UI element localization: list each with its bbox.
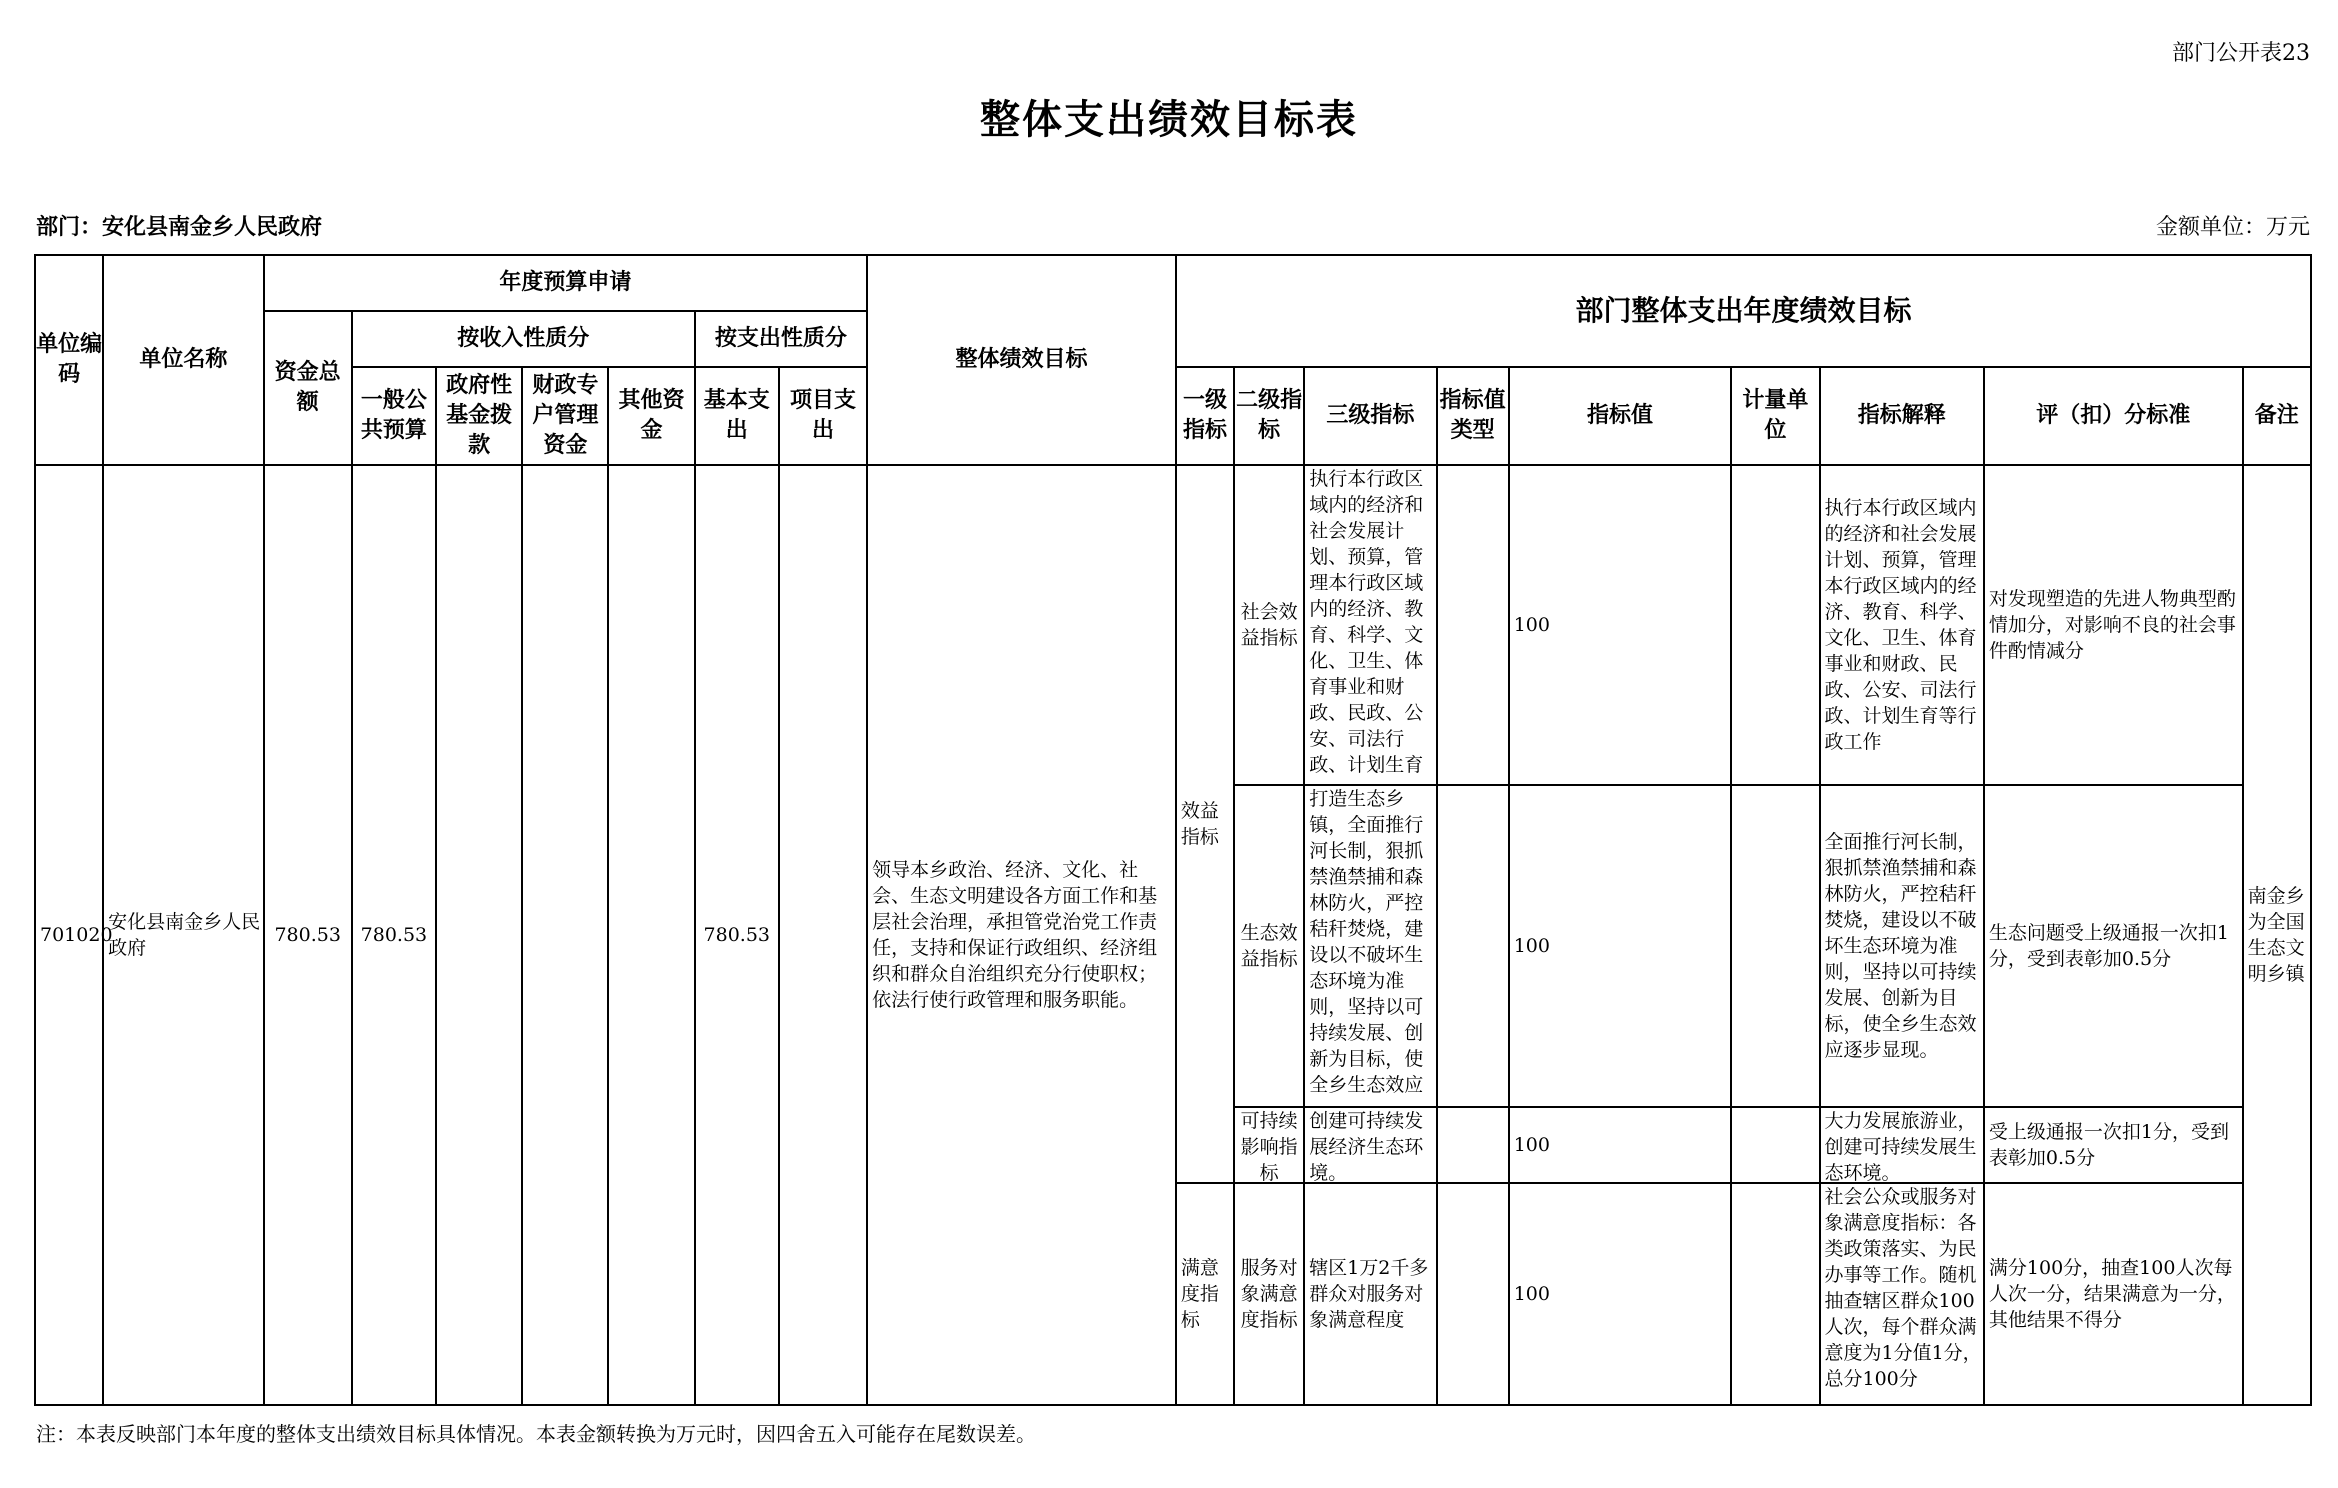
footnote: 注：本表反映部门本年度的整体支出绩效目标具体情况。本表金额转换为万元时，因四舍五入可能存在尾数误差。 — [36, 1422, 1036, 1446]
cell-remark: 南金乡为全国生态文明乡镇 — [2243, 465, 2311, 1405]
cell-value-type — [1437, 1107, 1509, 1183]
cell-scoring: 生态问题受上级通报一次扣1分，受到表彰加0.5分 — [1984, 785, 2243, 1107]
cell-special-account — [522, 465, 608, 1405]
header-level1: 一级指标 — [1176, 367, 1234, 465]
header-value: 指标值 — [1509, 367, 1732, 465]
cell-level2: 服务对象满意度指标 — [1234, 1183, 1304, 1405]
cell-gov-fund — [436, 465, 522, 1405]
header-other-funds: 其他资金 — [608, 367, 694, 465]
level2-text: 可持续影响指标 — [1240, 1110, 1298, 1184]
cell-basic-expense: 780.53 — [695, 465, 779, 1405]
cell-project-expense — [779, 465, 867, 1405]
header-general-public: 一般公共预算 — [352, 367, 436, 465]
header-remark: 备注 — [2243, 367, 2311, 465]
header-unit-code: 单位编码 — [35, 255, 103, 465]
cell-unit-code: 701020 — [35, 465, 103, 1405]
explanation-text: 社会公众或服务对象满意度指标：各类政策落实、为民办事等工作。随机抽查辖区群众100人次，每个群众满意度为1分值1分，总分100分 — [1824, 1186, 1982, 1390]
cell-other-funds — [608, 465, 694, 1405]
header-value-type: 指标值类型 — [1437, 367, 1509, 465]
department-label: 部门：安化县南金乡人民政府 — [36, 215, 323, 240]
level3-text: 创建可持续发展经济生态环境。 — [1309, 1110, 1424, 1184]
table-row — [35, 465, 2311, 785]
cell-level2 — [1234, 1107, 1304, 1183]
cell-scoring: 满分100分，抽查100人次每人次一分，结果满意为一分，其他结果不得分 — [1984, 1183, 2243, 1405]
header-special-account: 财政专户管理资金 — [522, 367, 608, 465]
cell-unit-name: 安化县南金乡人民政府 — [103, 465, 263, 1405]
cell-level1-benefit: 效益指标 — [1176, 465, 1234, 1183]
explanation-text: 大力发展旅游业，创建可持续发展生态环境。 — [1824, 1110, 1977, 1184]
level3-text: 打造生态乡镇，全面推行河长制，狠抓禁渔禁捕和森林防火，严控秸秆焚烧，建设以不破坏生态环境为准则，坚持以可持续发展、创新为目标，使全乡生态效应 — [1309, 788, 1424, 1096]
cell-value: 100 — [1509, 1107, 1732, 1183]
header-basic-expense: 基本支出 — [695, 367, 779, 465]
header-gov-fund: 政府性基金拨款 — [436, 367, 522, 465]
cell-value: 100 — [1509, 785, 1732, 1107]
cell-level3 — [1304, 1107, 1436, 1183]
cell-measure-unit — [1731, 785, 1819, 1107]
cell-scoring: 对发现塑造的先进人物典型酌情加分，对影响不良的社会事件酌情减分 — [1984, 465, 2243, 785]
amount-unit: 金额单位：万元 — [2155, 215, 2310, 240]
header-total-funds: 资金总额 — [264, 311, 352, 465]
page-title: 整体支出绩效目标表 — [980, 97, 1358, 143]
cell-level3: 辖区1万2千多群众对服务对象满意程度 — [1304, 1183, 1436, 1405]
header-dept-goals: 部门整体支出年度绩效目标 — [1176, 255, 2311, 367]
header-project-expense: 项目支出 — [779, 367, 867, 465]
header-measure-unit: 计量单位 — [1731, 367, 1819, 465]
cell-overall-goal: 领导本乡政治、经济、文化、社会、生态文明建设各方面工作和基层社会治理，承担管党治党工作责任，支持和保证行政组织、经济组织和群众自治组织充分行使职权；依法行使行政管理和服务职能。 — [867, 465, 1176, 1405]
cell-explanation: 全面推行河长制，狠抓禁渔禁捕和森林防火，严控秸秆焚烧，建设以不破坏生态环境为准则，坚持以可持续发展、创新为目标，使全乡生态效应逐步显现。 — [1820, 785, 1984, 1107]
cell-level2: 社会效益指标 — [1234, 465, 1304, 785]
cell-total-funds: 780.53 — [264, 465, 352, 1405]
header-scoring: 评（扣）分标准 — [1984, 367, 2243, 465]
cell-value: 100 — [1509, 1183, 1732, 1405]
cell-value-type — [1437, 1183, 1509, 1405]
header-level2: 二级指标 — [1234, 367, 1304, 465]
performance-table — [34, 254, 2312, 1406]
header-unit-name: 单位名称 — [103, 255, 263, 465]
cell-explanation — [1820, 1183, 1984, 1405]
cell-measure-unit — [1731, 465, 1819, 785]
cell-value-type — [1437, 785, 1509, 1107]
cell-general-public: 780.53 — [352, 465, 436, 1405]
cell-explanation — [1820, 1107, 1984, 1183]
cell-level3 — [1304, 785, 1436, 1107]
cell-measure-unit — [1731, 1107, 1819, 1183]
form-number: 部门公开表23 — [2172, 41, 2310, 66]
header-explanation: 指标解释 — [1820, 367, 1984, 465]
cell-level3 — [1304, 465, 1436, 785]
cell-value: 100 — [1509, 465, 1732, 785]
cell-level1-satisfaction: 满意度指标 — [1176, 1183, 1234, 1405]
header-overall-goal: 整体绩效目标 — [867, 255, 1176, 465]
cell-measure-unit — [1731, 1183, 1819, 1405]
cell-explanation: 执行本行政区域内的经济和社会发展计划、预算，管理本行政区域内的经济、教育、科学、文化、卫生、体育事业和财政、民政、公安、司法行政、计划生育等行政工作 — [1820, 465, 1984, 785]
cell-level2: 生态效益指标 — [1234, 785, 1304, 1107]
header-by-expense: 按支出性质分 — [695, 311, 867, 367]
cell-scoring: 受上级通报一次扣1分，受到表彰加0.5分 — [1984, 1107, 2243, 1183]
header-level3: 三级指标 — [1304, 367, 1436, 465]
header-by-income: 按收入性质分 — [352, 311, 695, 367]
header-annual-budget: 年度预算申请 — [264, 255, 868, 311]
level3-text: 执行本行政区域内的经济和社会发展计划、预算，管理本行政区域内的经济、教育、科学、文化、卫生、体育事业和财政、民政、公安、司法行政、计划生育 — [1309, 468, 1424, 776]
cell-value-type — [1437, 465, 1509, 785]
